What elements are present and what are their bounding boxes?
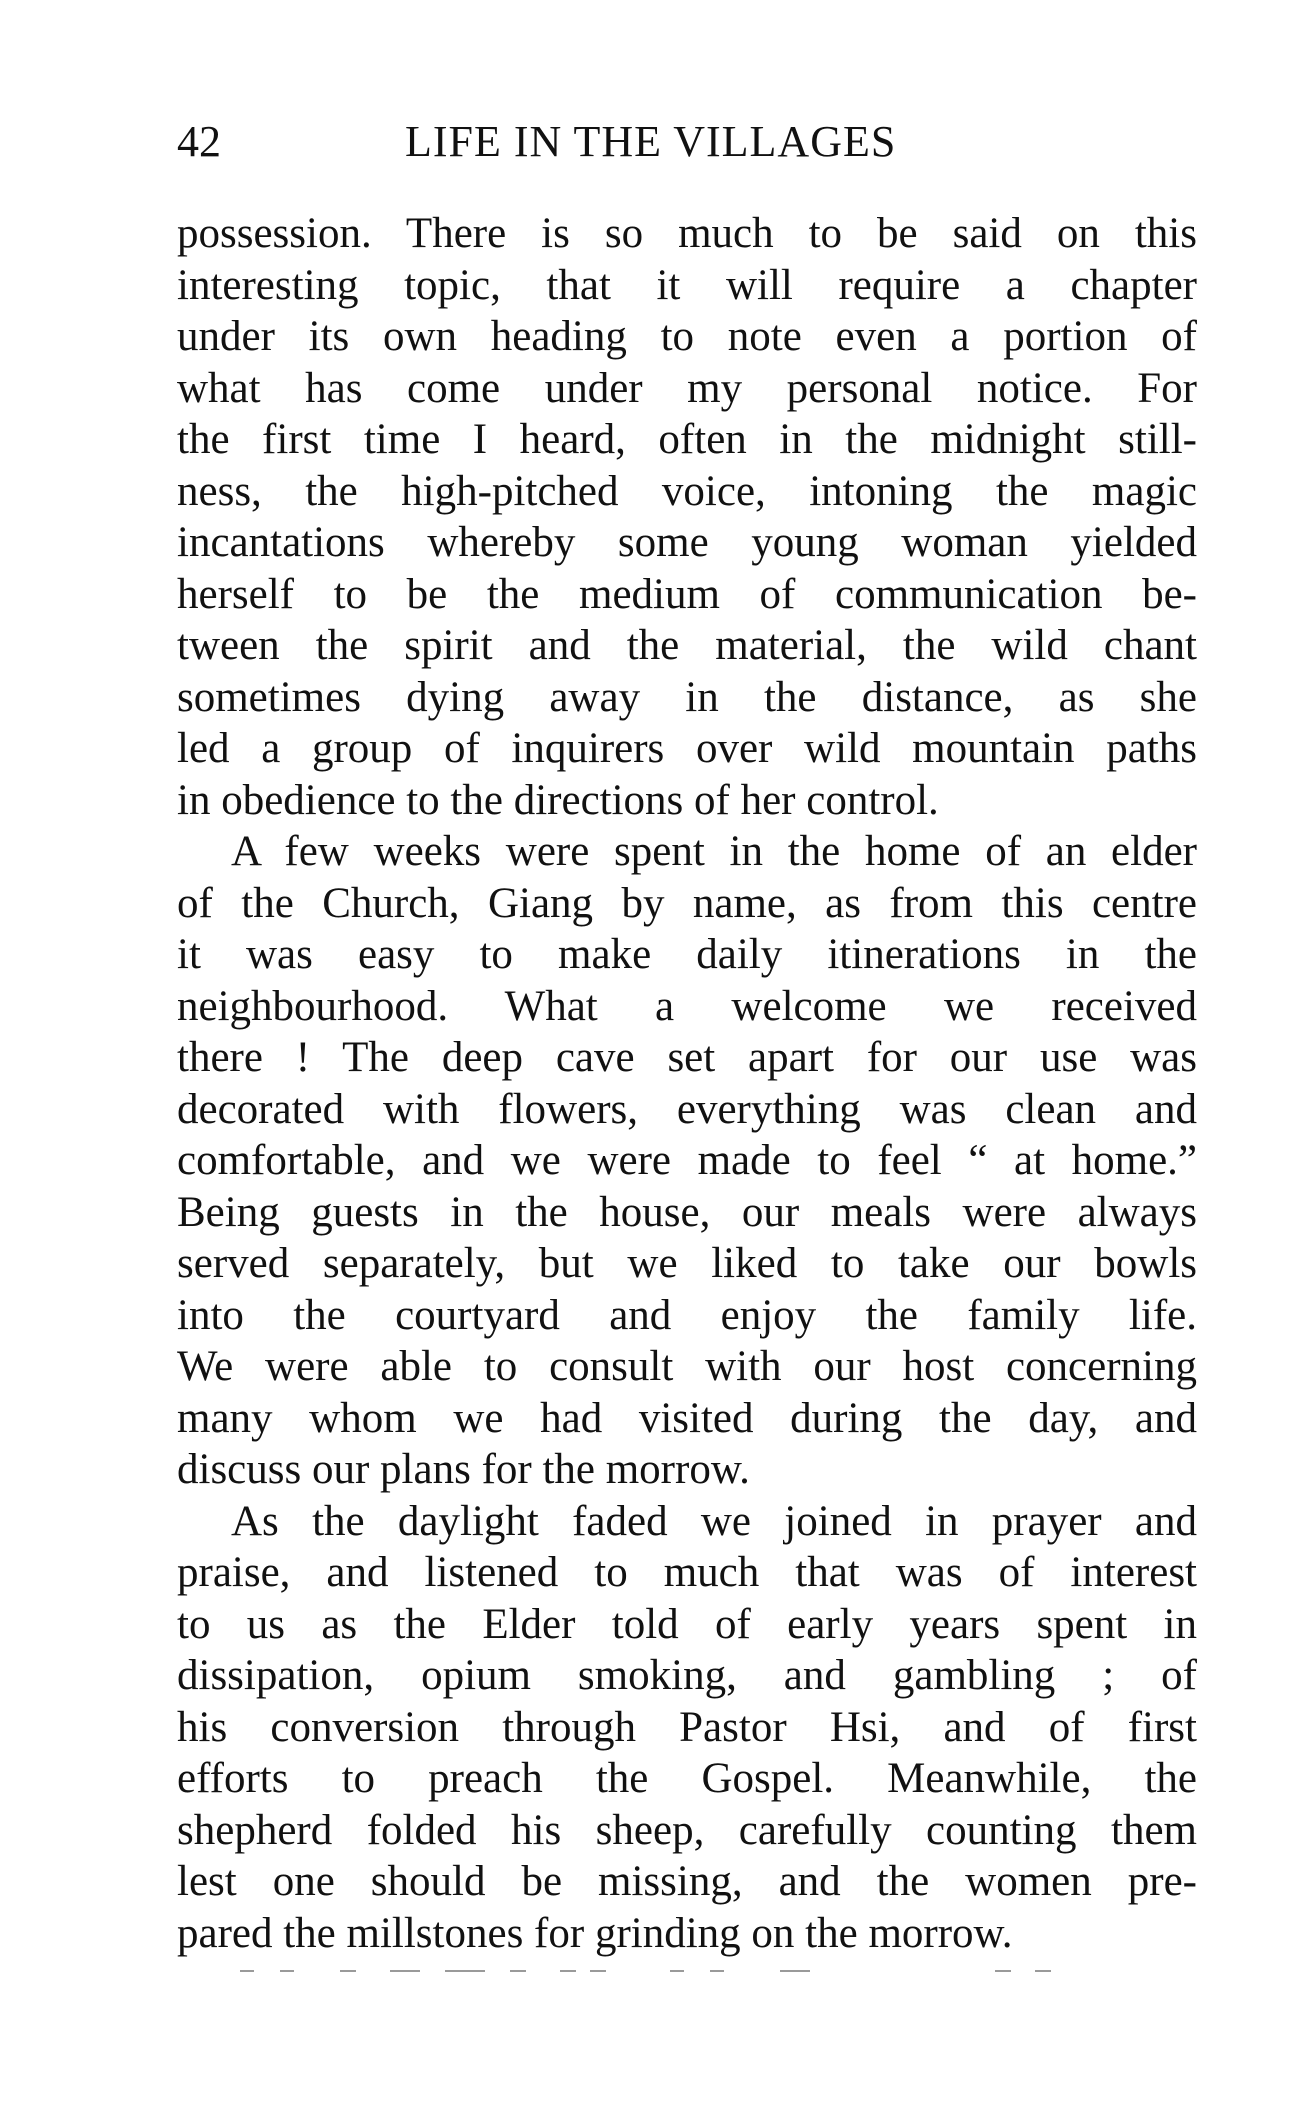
text-line: lest one should be missing, and the women pre- — [177, 1858, 1197, 1905]
text-line: served separately, but we liked to take our bowls — [177, 1240, 1197, 1287]
text-line: in obedience to the directions of her control. — [177, 776, 939, 824]
text-line: of the Church, Giang by name, as from this centre — [177, 879, 1197, 927]
text-line: herself to be the medium of communication be- — [177, 570, 1197, 618]
text-line: Being guests in the house, our meals were always — [177, 1188, 1197, 1236]
text-line: comfortable, and we were made to feel “ at home.” — [177, 1137, 1197, 1184]
text-line: his conversion through Pastor Hsi, and of first — [177, 1703, 1197, 1751]
text-line: A few weeks were spent in the home of an elder — [231, 828, 1197, 875]
print-artifacts — [240, 1960, 1070, 2000]
text-line: there ! The deep cave set apart for our use was — [177, 1034, 1197, 1081]
text-line: ness, the high-pitched voice, intoning the magic — [177, 467, 1197, 515]
paragraph — [177, 208, 1197, 826]
text-line: tween the spirit and the material, the wild chant — [177, 622, 1197, 669]
text-line: it was easy to make daily itinerations in the — [177, 931, 1197, 978]
text-line: interesting topic, that it will require a chapter — [177, 261, 1197, 309]
paragraph — [177, 826, 1197, 1496]
text-line: many whom we had visited during the day, and — [177, 1394, 1197, 1442]
text-line: led a group of inquirers over wild mountain paths — [177, 725, 1197, 772]
text-line: shepherd folded his sheep, carefully counting them — [177, 1806, 1197, 1854]
page-number: 42 — [177, 117, 221, 166]
text-line: incantations whereby some young woman yielded — [177, 519, 1197, 566]
text-line: efforts to preach the Gospel. Meanwhile, the — [177, 1755, 1197, 1802]
text-line: under its own heading to note even a portion of — [177, 313, 1197, 360]
text-line: We were able to consult with our host concerning — [177, 1343, 1197, 1390]
text-line: dissipation, opium smoking, and gambling ; of — [177, 1652, 1197, 1699]
body-text — [177, 208, 1197, 1959]
text-line: into the courtyard and enjoy the family life. — [177, 1291, 1197, 1339]
text-line: sometimes dying away in the distance, as she — [177, 673, 1197, 721]
page-header — [177, 112, 1197, 172]
text-line: pared the millstones for grinding on the morrow. — [177, 1909, 1013, 1957]
text-line: possession. There is so much to be said on this — [177, 210, 1197, 257]
text-line: As the daylight faded we joined in prayer and — [231, 1497, 1197, 1545]
text-line: what has come under my personal notice. For — [177, 364, 1197, 412]
running-title: LIFE IN THE VILLAGES — [405, 117, 897, 166]
paragraph — [177, 1496, 1197, 1960]
text-line: discuss our plans for the morrow. — [177, 1446, 750, 1493]
text-line: to us as the Elder told of early years spent in — [177, 1600, 1197, 1648]
text-line: the first time I heard, often in the midnight still- — [177, 416, 1197, 463]
text-line: praise, and listened to much that was of interest — [177, 1549, 1197, 1596]
text-line: neighbourhood. What a welcome we received — [177, 982, 1197, 1030]
text-line: decorated with flowers, everything was clean and — [177, 1085, 1197, 1133]
